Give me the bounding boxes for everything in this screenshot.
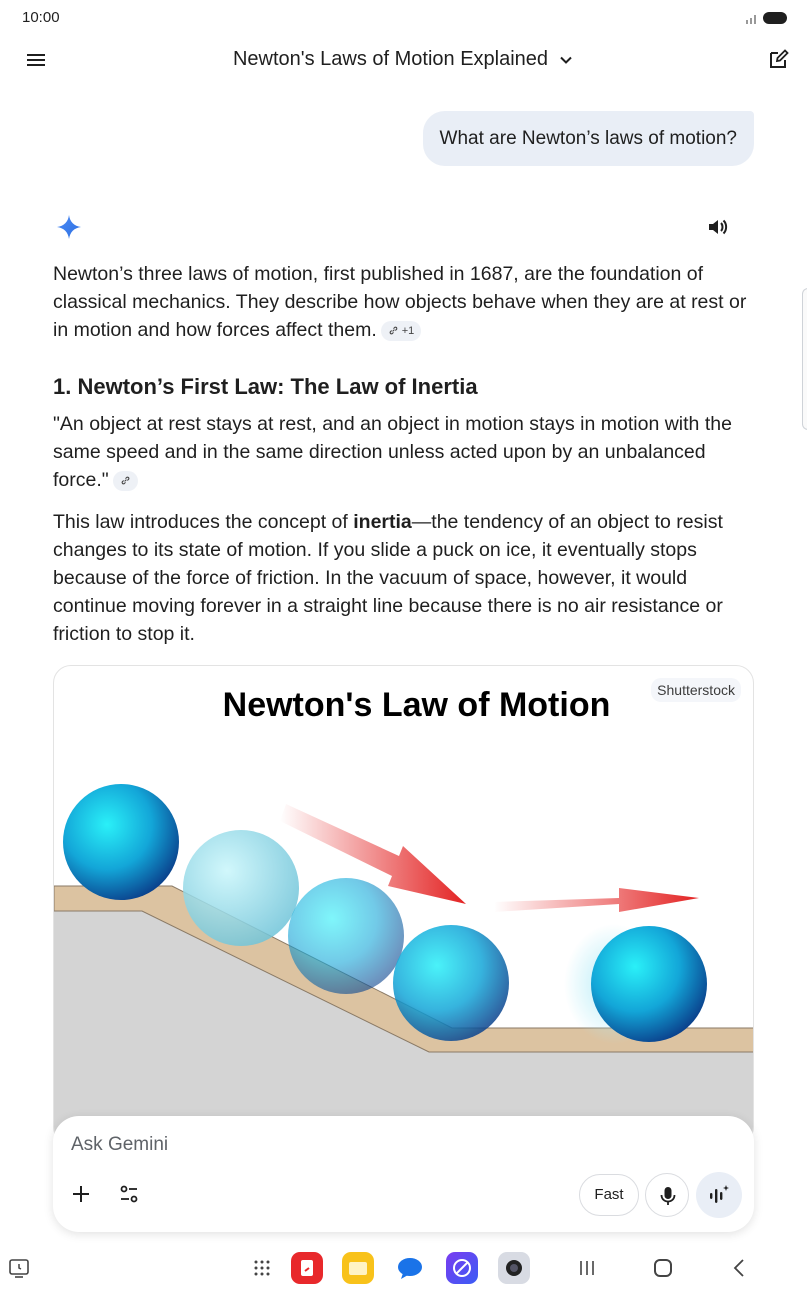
screenshot-icon[interactable] [8, 1257, 30, 1279]
citation-count: +1 [401, 324, 415, 337]
gemini-sparkle-icon [56, 214, 82, 240]
back-icon[interactable] [731, 1258, 747, 1278]
image-card[interactable] [53, 665, 754, 1145]
ball-in-motion [591, 926, 707, 1042]
status-time: 10:00 [22, 9, 60, 26]
response-intro: Newton’s three laws of motion, first published in 1687, are the foundation of classical mechanics. They describe how objects behave when they are at rest or in motion and how forces affect them. +1 [53, 260, 753, 344]
camera-app-icon[interactable] [498, 1252, 530, 1284]
ball-at-rest [63, 784, 179, 900]
chat-title-dropdown[interactable] [0, 48, 807, 71]
folder-app-icon[interactable] [342, 1252, 374, 1284]
edit-icon[interactable] [767, 47, 791, 71]
ball-rolling-3 [393, 925, 509, 1041]
chat-title: Newton's Laws of Motion Explained [232, 48, 549, 70]
chevron-down-icon [558, 52, 574, 68]
citation-chip[interactable] [113, 471, 138, 491]
battery-icon [763, 12, 787, 24]
mic-icon [657, 1185, 679, 1207]
link-icon [120, 475, 131, 486]
tools-icon[interactable] [117, 1182, 141, 1206]
user-message-bubble: What are Newton’s laws of motion? [423, 111, 754, 166]
ball-rolling-2 [288, 878, 404, 994]
diagram-title: Newton's Law of Motion [222, 686, 611, 724]
prompt-composer [53, 1116, 754, 1232]
apps-drawer-icon[interactable] [252, 1258, 272, 1278]
prompt-input[interactable]: Ask Gemini [71, 1134, 169, 1155]
link-icon [388, 325, 399, 336]
messages-app-icon[interactable] [394, 1252, 426, 1284]
browser-app-icon[interactable] [446, 1252, 478, 1284]
signal-icon [745, 12, 759, 24]
model-mode-button[interactable]: Fast [579, 1174, 639, 1216]
red-app-icon[interactable] [291, 1252, 323, 1284]
live-button[interactable] [696, 1172, 742, 1218]
section-heading: 1. Newton’s First Law: The Law of Inertia [53, 374, 478, 399]
mic-button[interactable] [645, 1173, 689, 1217]
top-app-bar [0, 38, 807, 82]
speaker-icon[interactable] [706, 216, 730, 238]
home-icon[interactable] [654, 1259, 672, 1277]
law-quote: "An object at rest stays at rest, and an object in motion stays in motion with the same speed and in the same direction unless acted upon by an unbalanced force." [53, 413, 732, 491]
citation-chip[interactable] [381, 321, 422, 341]
live-icon [707, 1183, 731, 1207]
inertia-illustration [54, 666, 754, 1145]
system-nav-bar [0, 1244, 807, 1292]
edge-panel-handle[interactable] [802, 288, 807, 430]
status-bar [0, 0, 807, 36]
ball-rolling-1 [183, 830, 299, 946]
inertia-paragraph: This law introduces the concept of inertia—the tendency of an object to resist changes to its state of motion. If you slide a puck on ice, it eventually stops because of the force of friction. In the vacuum of space, however, it would continue moving forever in a straight line because there is no air resistance or friction to stop it. [53, 511, 723, 645]
image-source-badge[interactable]: Shutterstock [651, 678, 741, 702]
plus-icon[interactable] [69, 1182, 93, 1206]
recents-icon[interactable] [578, 1259, 596, 1277]
inertia-term: inertia [353, 511, 412, 533]
